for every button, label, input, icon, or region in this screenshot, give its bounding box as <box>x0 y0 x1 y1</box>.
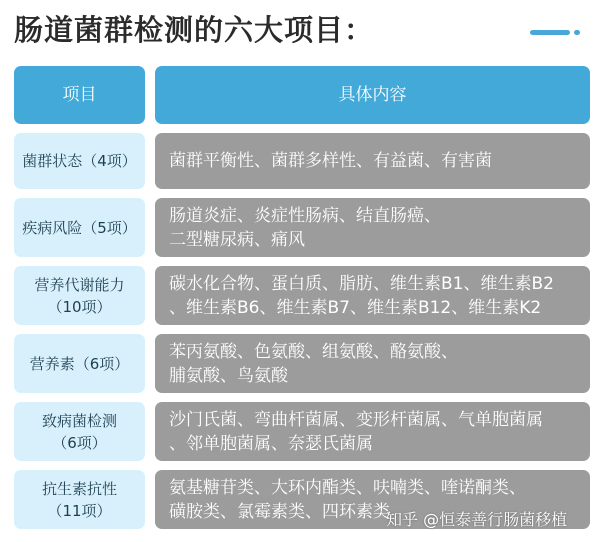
row-item-label: 抗生素抗性 （11项） <box>41 479 117 520</box>
table-row <box>14 334 590 393</box>
row-item-cell <box>14 470 145 529</box>
table-row <box>14 266 590 325</box>
header-content-cell <box>155 66 590 124</box>
header-content-label: 具体内容 <box>338 85 407 105</box>
row-content-text: 肠道炎症、炎症性肠病、结直肠癌、 二型糖尿病、痛风 <box>169 205 441 250</box>
row-item-cell <box>14 266 145 325</box>
row-content-text: 碳水化合物、蛋白质、脂肪、维生素B1、维生素B2 、维生素B6、维生素B7、维生素B12、维生素K2 <box>169 273 554 318</box>
row-item-label: 致病菌检测 （6项） <box>41 411 117 452</box>
row-item-cell <box>14 334 145 393</box>
watermark: 知乎 @恒泰善行肠菌移植 <box>386 510 568 529</box>
table-row <box>14 402 590 461</box>
table-row <box>14 133 590 189</box>
row-item-cell <box>14 198 145 257</box>
table-row <box>14 198 590 257</box>
row-content-cell <box>155 334 590 393</box>
table-header-row <box>14 66 590 124</box>
row-content-text: 苯丙氨酸、色氨酸、组氨酸、酪氨酸、 脯氨酸、鸟氨酸 <box>169 341 458 386</box>
project-table <box>14 66 590 538</box>
row-item-label: 营养代谢能力 （10项） <box>34 275 125 316</box>
title-decoration-bar <box>530 30 570 35</box>
header-project-label: 项目 <box>62 85 97 105</box>
title-decoration-dot <box>574 30 580 35</box>
row-item-label: 营养素（6项） <box>29 354 130 373</box>
row-content-text: 沙门氏菌、弯曲杆菌属、变形杆菌属、气单胞菌属 、邻单胞菌属、奈瑟氏菌属 <box>169 409 543 454</box>
row-item-label: 菌群状态（4项） <box>22 152 137 170</box>
row-content-cell <box>155 198 590 257</box>
page-title: 肠道菌群检测的六大项目： <box>14 13 375 47</box>
row-content-cell <box>155 133 590 189</box>
row-item-cell <box>14 402 145 461</box>
header-project-cell <box>14 66 145 124</box>
row-item-label: 疾病风险（5项） <box>22 218 137 237</box>
row-content-text: 氨基糖苷类、大环内酯类、呋喃类、喹诺酮类、 磺胺类、氯霉素类、四环素类 <box>169 477 526 522</box>
row-content-cell <box>155 402 590 461</box>
row-content-cell <box>155 266 590 325</box>
row-item-cell <box>14 133 145 189</box>
row-content-text: 菌群平衡性、菌群多样性、有益菌、有害菌 <box>169 151 492 171</box>
